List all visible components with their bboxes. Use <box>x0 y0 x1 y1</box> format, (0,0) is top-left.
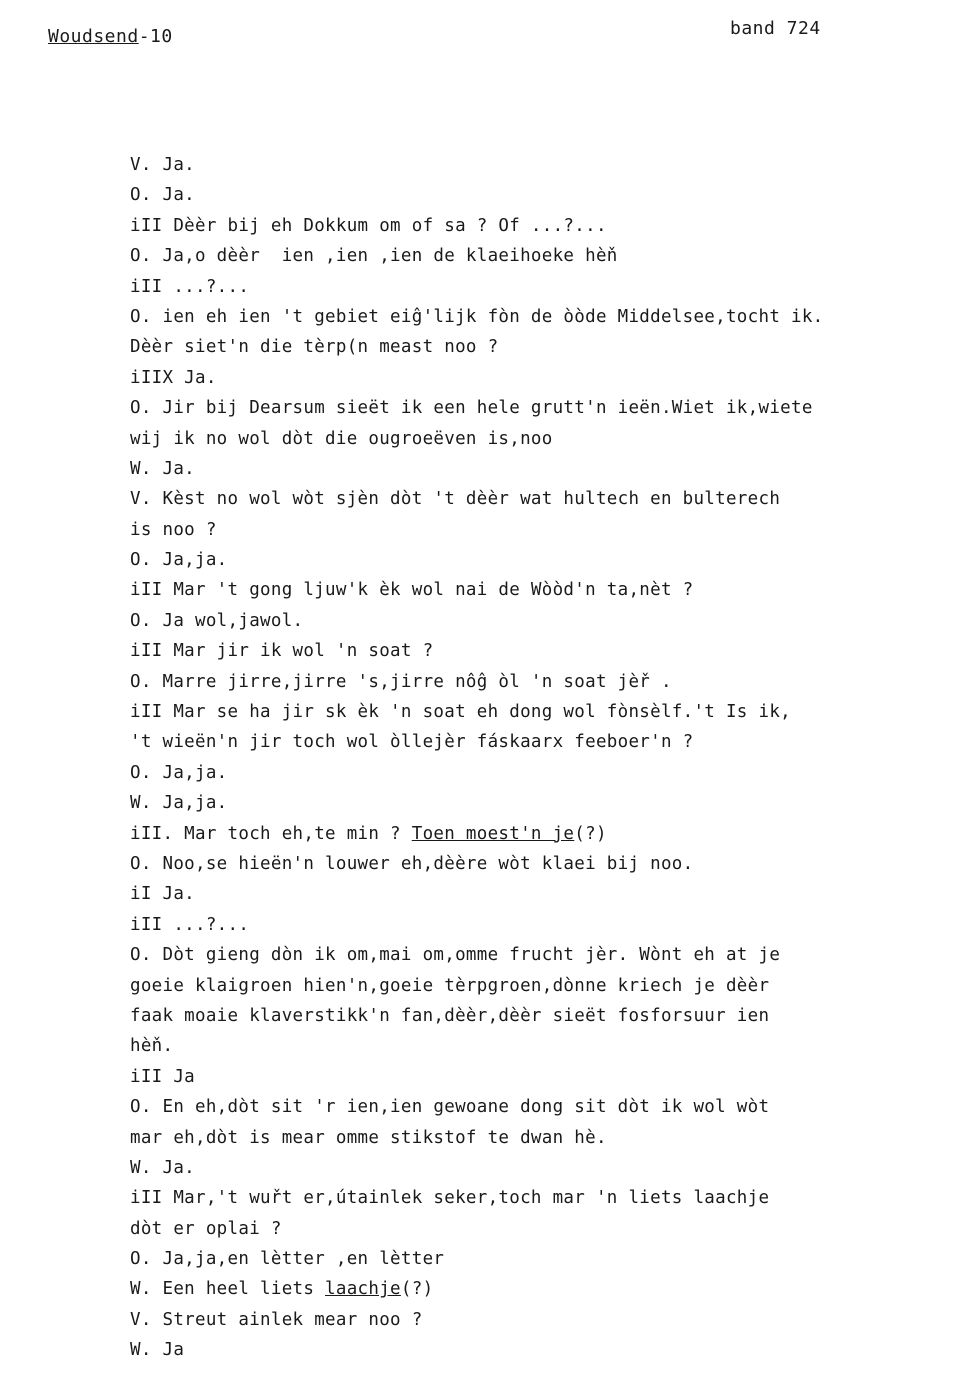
line-text: iIIX Ja. <box>130 367 217 388</box>
line-text: O. Dòt gieng dòn ik om,mai om,omme frucht jèr. Wònt eh at je <box>130 945 781 966</box>
transcript-line <box>130 363 930 393</box>
transcript-line <box>130 1001 930 1031</box>
transcript-line <box>130 211 930 241</box>
transcript-line <box>130 1031 930 1061</box>
underlined-text: laachje <box>325 1279 401 1300</box>
line-text: O. En eh,dòt sit 'r ien,ien gewoane dong sit dòt ik wol wòt <box>130 1097 770 1118</box>
transcript-line <box>130 1183 930 1213</box>
transcript-line <box>130 1274 930 1304</box>
transcript-line <box>130 940 930 970</box>
line-text: O. ien eh ien 't gebiet eiĝ'lijk fòn de òòde Middelsee,tocht ik. <box>130 306 824 327</box>
transcript-line <box>130 758 930 788</box>
line-text: (?) <box>400 1279 434 1300</box>
line-text: O. Ja wol,jawol. <box>130 610 304 631</box>
document-header-left <box>48 26 173 47</box>
line-text: iII ...?... <box>130 914 250 935</box>
line-text: V. Ja. <box>130 155 196 175</box>
line-text: mar eh,dòt is mear omme stikstof te dwan hè. <box>130 1127 607 1148</box>
transcript-line <box>130 636 930 666</box>
underlined-text: Toen moest'n je <box>411 823 575 844</box>
line-text: W. Ja. <box>130 458 196 479</box>
line-text: faak moaie klaverstikk'n fan,dèèr,dèèr sieët fosforsuur ien <box>130 1005 770 1026</box>
transcript-line <box>130 241 930 271</box>
transcript-line <box>130 1244 930 1274</box>
transcript-line <box>130 272 930 302</box>
line-text: O. Marre jirre,jirre 's,jirre nôĝ òl 'n soat jèř . <box>130 671 672 692</box>
line-text: hèň. <box>130 1036 174 1057</box>
transcript-line <box>130 180 930 210</box>
transcript-line <box>130 788 930 818</box>
transcript-line <box>130 879 930 909</box>
transcript-line <box>130 1214 930 1244</box>
line-text: W. Een heel liets <box>130 1279 326 1300</box>
line-text: iII Dèèr bij eh Dokkum om of sa ? Of ...?... <box>130 215 607 236</box>
line-text: (?) <box>574 823 607 844</box>
transcript-line <box>130 575 930 605</box>
transcript-line <box>130 667 930 697</box>
transcript-line <box>130 606 930 636</box>
place-name: Woudsend <box>48 26 139 47</box>
line-text: wij ik no wol dòt die ougroeëven is,noo <box>130 428 553 449</box>
transcript-line <box>130 515 930 545</box>
transcript-line <box>130 1092 930 1122</box>
transcript-line <box>130 697 930 727</box>
line-text: O. Ja,o dèèr ien ,ien ,ien de klaeihoeke hèň <box>130 246 618 267</box>
transcript-line <box>130 849 930 879</box>
line-text: V. Kèst no wol wòt sjèn dòt 't dèèr wat hultech en bulterech <box>130 489 781 510</box>
line-text: iI Ja. <box>130 884 196 905</box>
transcript-body <box>130 150 930 1366</box>
line-text: iII Ja <box>130 1066 196 1087</box>
transcript-line <box>130 1305 930 1335</box>
line-text: iII. Mar toch eh,te min ? <box>130 823 412 844</box>
transcript-line <box>130 332 930 362</box>
line-text: W. Ja <box>130 1340 185 1361</box>
transcript-line <box>130 1062 930 1092</box>
line-text: O. Noo,se hieën'n louwer eh,dèère wòt klaei bij noo. <box>130 853 694 874</box>
transcript-line <box>130 545 930 575</box>
transcript-line <box>130 1153 930 1183</box>
line-text: 't wieën'n jir toch wol òllejèr fáskaarx feeboer'n ? <box>130 732 694 753</box>
line-text: V. Streut ainlek mear noo ? <box>130 1309 423 1330</box>
line-text: dòt er oplai ? <box>130 1218 282 1239</box>
transcript-line <box>130 1123 930 1153</box>
line-text: W. Ja,ja. <box>130 793 228 814</box>
line-text: O. Ja,ja. <box>130 762 228 783</box>
tape-number: band 724 <box>730 18 821 39</box>
transcript-line <box>130 150 930 180</box>
line-text: iII Mar 't gong ljuw'k èk wol nai de Wòòd'n ta,nèt ? <box>130 580 694 601</box>
transcript-line <box>130 819 930 849</box>
transcript-line <box>130 424 930 454</box>
transcript-line <box>130 1335 930 1365</box>
line-text: iII ...?... <box>130 276 250 297</box>
transcript-line <box>130 393 930 423</box>
transcript-line <box>130 910 930 940</box>
line-text: iII Mar jir ik wol 'n soat ? <box>130 641 434 662</box>
transcript-line <box>130 454 930 484</box>
line-text: W. Ja. <box>130 1157 196 1178</box>
line-text: Dèèr siet'n die tèrp(n meast noo ? <box>130 337 499 358</box>
line-text: O. Ja,ja. <box>130 550 228 571</box>
line-text: O. Ja,ja,en lètter ,en lètter <box>130 1249 445 1270</box>
line-text: O. Jir bij Dearsum sieët ik een hele grutt'n ieën.Wiet ik,wiete <box>130 398 813 419</box>
transcript-line <box>130 484 930 514</box>
line-text: O. Ja. <box>130 185 196 206</box>
line-text: is noo ? <box>130 519 217 540</box>
transcript-line <box>130 727 930 757</box>
transcript-line <box>130 302 930 332</box>
line-text: iII Mar se ha jir sk èk 'n soat eh dong wol fònsèlf.'t Is ik, <box>130 702 791 723</box>
line-text: goeie klaigroen hien'n,goeie tèrpgroen,dònne kriech je dèèr <box>130 975 770 996</box>
line-text: iII Mar,'t wuřt er,útainlek seker,toch mar 'n liets laachje <box>130 1188 770 1209</box>
page-number: -10 <box>138 26 173 47</box>
transcript-line <box>130 971 930 1001</box>
